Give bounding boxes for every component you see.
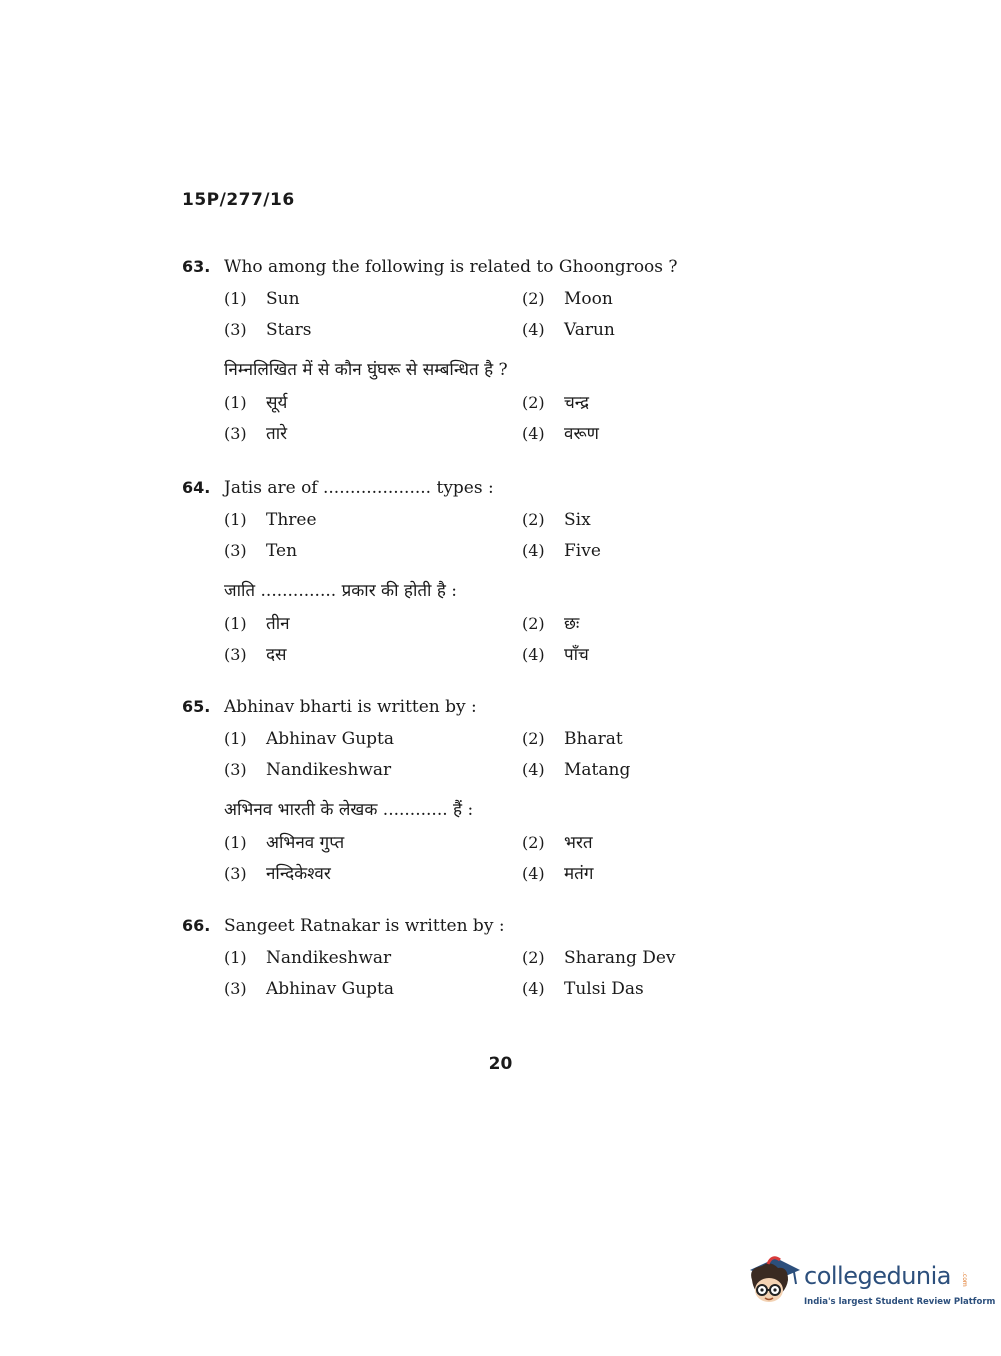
option-2-hindi: (2) भरत — [522, 833, 593, 853]
option-2-hindi: (2) छः — [522, 614, 580, 634]
option-4: (4) Varun — [522, 320, 615, 340]
paper-code: 15P/277/16 — [182, 190, 295, 210]
options-hindi — [182, 387, 742, 449]
option-2: (2) Six — [522, 510, 591, 530]
option-1-hindi: (1) सूर्य — [224, 393, 288, 413]
question-number: 63. — [182, 257, 211, 276]
question-text-hindi: जाति .............. प्रकार की होती है : — [224, 581, 458, 601]
option-4: (4) Five — [522, 541, 601, 561]
question-number: 66. — [182, 916, 211, 935]
options-hindi — [182, 827, 742, 889]
question-text: Who among the following is related to Ghoongroos ? — [224, 257, 678, 277]
options-english — [182, 942, 742, 1004]
question-english — [182, 251, 742, 283]
question-text-hindi: निम्नलिखित में से कौन घुंघरू से सम्बन्धित है ? — [224, 360, 508, 380]
question-english — [182, 910, 742, 942]
question-hindi — [182, 574, 742, 608]
question-english — [182, 691, 742, 723]
page-number: 20 — [488, 1054, 513, 1074]
option-3: (3) Abhinav Gupta — [224, 979, 395, 999]
option-1-hindi: (1) अभिनव गुप्त — [224, 833, 345, 853]
collegedunia-logo — [742, 1250, 996, 1320]
options-english — [182, 504, 742, 566]
option-4-hindi: (4) मतंग — [522, 864, 594, 884]
question-66 — [182, 910, 742, 1004]
option-4: (4) Matang — [522, 760, 631, 780]
question-64 — [182, 472, 742, 670]
option-1-hindi: (1) तीन — [224, 614, 290, 634]
option-2: (2) Sharang Dev — [522, 948, 676, 968]
question-hindi — [182, 353, 742, 387]
options-english — [182, 723, 742, 785]
option-4-hindi: (4) वरूण — [522, 424, 599, 444]
question-63 — [182, 251, 742, 449]
option-1: (1) Nandikeshwar — [224, 948, 392, 968]
option-1: (1) Three — [224, 510, 317, 530]
question-text-hindi: अभिनव भारती के लेखक ............ हैं : — [224, 800, 474, 820]
logo-tagline: India's largest Student Review Platform — [804, 1297, 996, 1307]
option-4: (4) Tulsi Das — [522, 979, 644, 999]
question-text: Jatis are of .................... types : — [224, 478, 494, 498]
options-english — [182, 283, 742, 345]
option-2: (2) Bharat — [522, 729, 623, 749]
logo-name: collegedunia — [804, 1262, 952, 1290]
option-1: (1) Abhinav Gupta — [224, 729, 395, 749]
question-65 — [182, 691, 742, 889]
option-4-hindi: (4) पाँच — [522, 645, 589, 665]
question-english — [182, 472, 742, 504]
option-2: (2) Moon — [522, 289, 613, 309]
question-text: Abhinav bharti is written by : — [224, 697, 477, 717]
option-3-hindi: (3) नन्दिकेश्वर — [224, 864, 331, 884]
option-3: (3) Ten — [224, 541, 298, 561]
question-number: 64. — [182, 478, 211, 497]
question-number: 65. — [182, 697, 211, 716]
question-hindi — [182, 793, 742, 827]
options-hindi — [182, 608, 742, 670]
mascot-icon — [742, 1250, 802, 1314]
option-1: (1) Sun — [224, 289, 300, 309]
question-text: Sangeet Ratnakar is written by : — [224, 916, 505, 936]
option-3-hindi: (3) दस — [224, 645, 287, 665]
option-3: (3) Nandikeshwar — [224, 760, 392, 780]
option-2-hindi: (2) चन्द्र — [522, 393, 590, 413]
logo-dotcom: .com — [961, 1272, 968, 1287]
option-3: (3) Stars — [224, 320, 312, 340]
option-3-hindi: (3) तारे — [224, 424, 288, 444]
